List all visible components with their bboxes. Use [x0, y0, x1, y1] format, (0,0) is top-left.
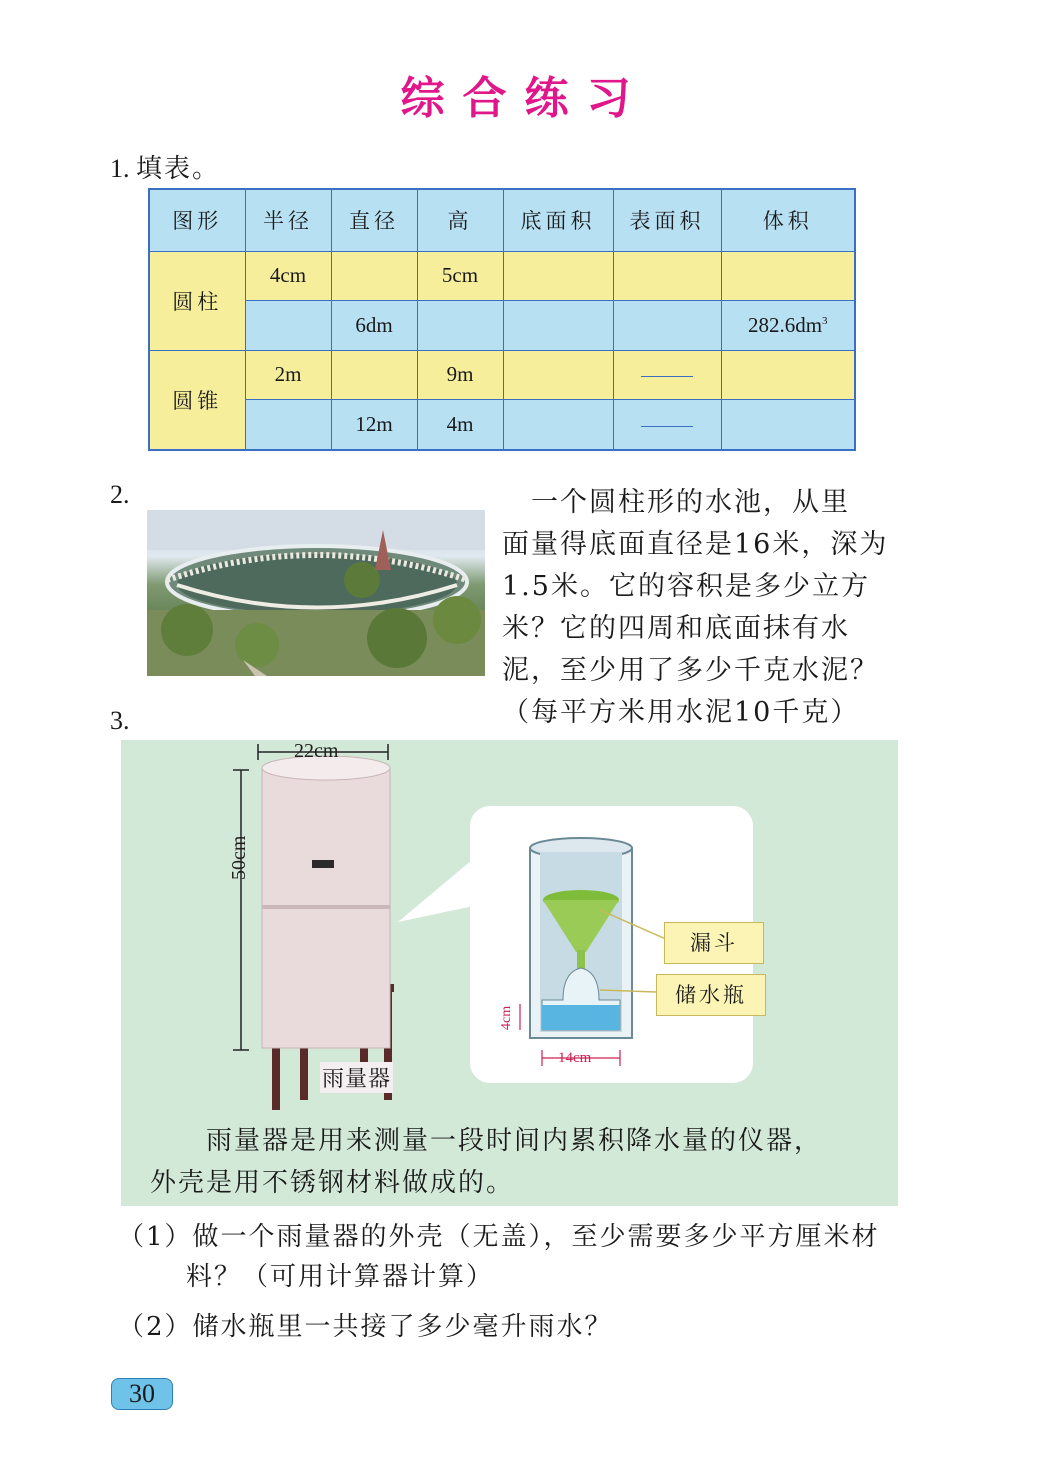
table-cell: 12m [331, 400, 417, 451]
question-2-line: （每平方米用水泥10千克） [502, 697, 860, 728]
header-shape: 图形 [149, 189, 245, 251]
volume-exponent: 3 [822, 314, 828, 327]
subquestion-1: （1）做一个雨量器的外壳（无盖），至少需要多少平方厘米材 [118, 1222, 880, 1252]
shape-cell-cylinder: 圆柱 [149, 251, 245, 350]
volume-value: 282.6dm [747, 312, 823, 337]
table-cell: 5cm [417, 251, 503, 301]
header-height: 高 [417, 189, 503, 251]
page-title: 综合练习 [400, 73, 649, 124]
question-1-number: 1. [110, 154, 130, 183]
table-cell: 2m [245, 350, 331, 400]
header-volume: 体积 [721, 189, 855, 251]
subquestion-2: （2）储水瓶里一共接了多少毫升雨水？ [118, 1312, 613, 1342]
dimension-water-height: 4cm [499, 1005, 514, 1030]
header-diameter: 直径 [331, 189, 417, 251]
page-number: 30 [111, 1378, 173, 1410]
rain-gauge-label: 雨量器 [320, 1062, 393, 1093]
rain-gauge-description [150, 1120, 880, 1204]
dimension-bottle-diameter: 14cm [558, 1050, 592, 1066]
question-2-line: 米？它的四周和底面抹有水 [502, 613, 850, 644]
table-cell: 4m [417, 400, 503, 451]
question-3-number: 3. [110, 706, 130, 735]
funnel-label: 漏斗 [664, 922, 764, 964]
question-2-number: 2. [110, 480, 130, 509]
description-line: 外壳是用不锈钢材料做成的。 [150, 1168, 515, 1198]
bottle-label: 储水瓶 [656, 974, 766, 1016]
shape-cell-cone: 圆锥 [149, 350, 245, 450]
description-line: 雨量器是用来测量一段时间内累积降水量的仪器， [206, 1126, 823, 1156]
dimension-height: 50cm [228, 835, 250, 880]
question-2-line: 面量得底面直径是16米，深为 [502, 529, 889, 560]
question-2-line: 泥，至少用了多少千克水泥？ [502, 655, 879, 686]
question-2-line: 一个圆柱形的水池，从里 [502, 487, 850, 518]
header-base-area: 底面积 [503, 189, 613, 251]
dimension-width: 22cm [294, 740, 339, 762]
header-radius: 半径 [245, 189, 331, 251]
question-2-line: 1.5米。它的容积是多少立方 [502, 571, 870, 602]
question-1-instruction: 填表。 [136, 154, 221, 183]
table-cell: 4cm [245, 251, 331, 301]
table-cell: 9m [417, 350, 503, 400]
table-cell: 6dm [331, 301, 417, 351]
header-surface-area: 表面积 [613, 189, 721, 251]
subquestion-1-continued: 料？（可用计算器计算） [186, 1262, 495, 1292]
